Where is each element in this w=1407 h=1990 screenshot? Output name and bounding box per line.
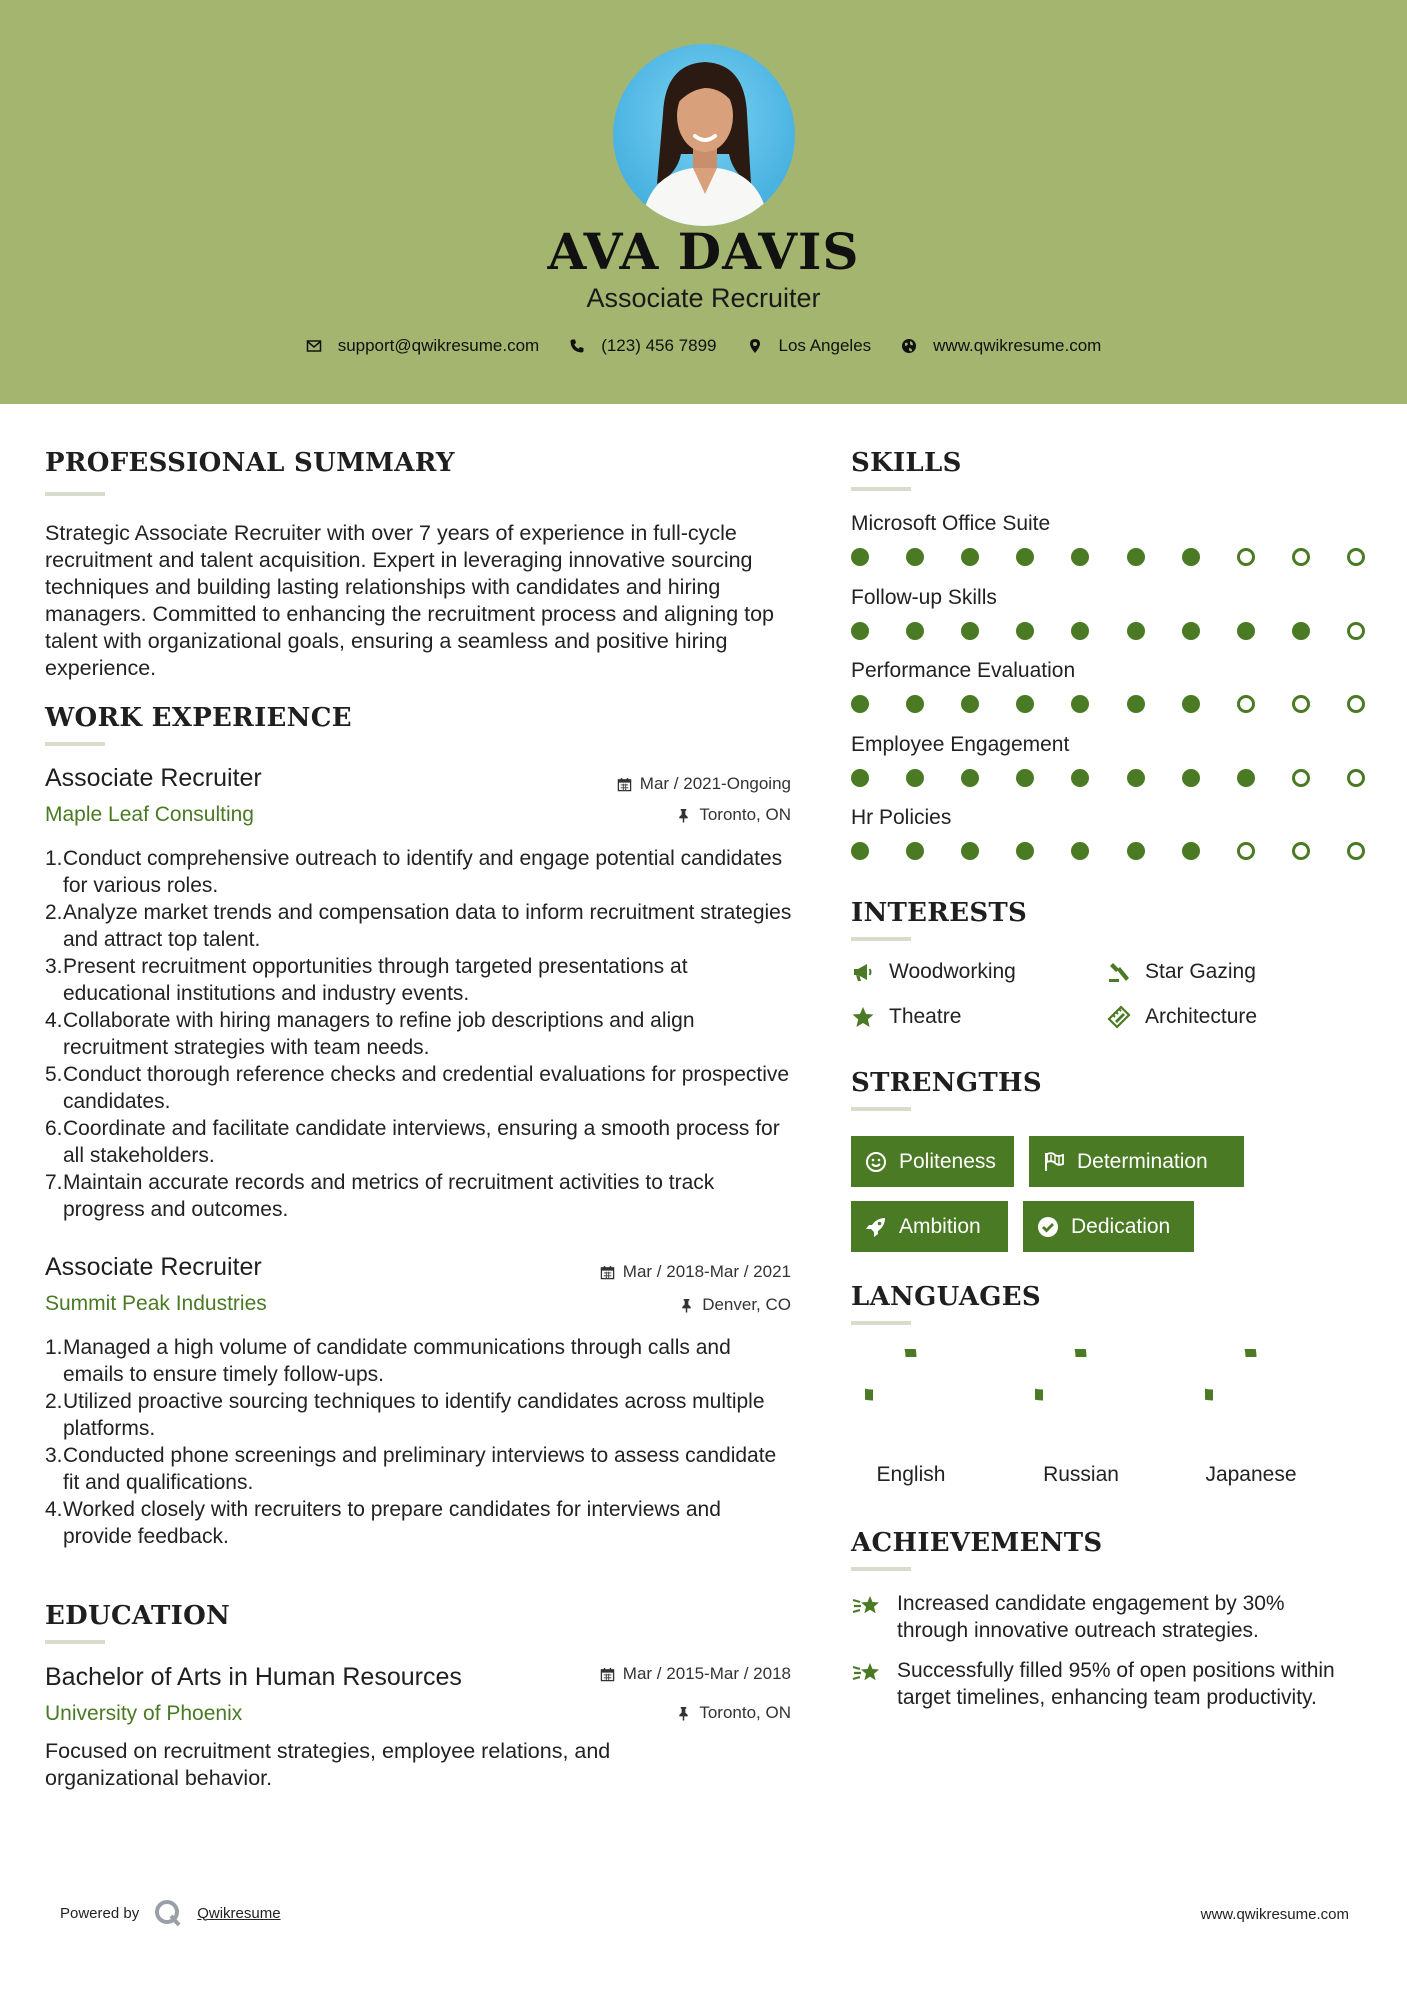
job-dates-text: Mar / 2018-Mar / 2021 bbox=[622, 1262, 791, 1281]
achievement-item bbox=[851, 1590, 1351, 1644]
list-item: 2. Analyze market trends and compensation data to inform recruitment strategies and attract top talent. bbox=[45, 901, 792, 951]
list-item: 2. Utilized proactive sourcing techniques to identify candidates across multiple platforms. bbox=[45, 1390, 765, 1440]
profile-photo bbox=[613, 44, 795, 226]
rating-dot-filled bbox=[1016, 769, 1034, 787]
skill-rating bbox=[851, 769, 1365, 787]
check-circle-icon bbox=[1037, 1216, 1059, 1238]
skill-name: Microsoft Office Suite bbox=[851, 512, 1051, 535]
degree-title: Bachelor of Arts in Human Resources bbox=[45, 1663, 462, 1691]
skill-rating bbox=[851, 695, 1365, 713]
strength-label: Politeness bbox=[899, 1149, 996, 1173]
job-location-text: Toronto, ON bbox=[699, 805, 791, 824]
footer-powered-by bbox=[60, 1898, 281, 1928]
rating-dot-empty bbox=[1292, 695, 1310, 713]
school-name: University of Phoenix bbox=[45, 1702, 243, 1725]
job-location-text: Denver, CO bbox=[702, 1295, 791, 1314]
rating-dot-empty bbox=[1292, 548, 1310, 566]
rating-dot-empty bbox=[1292, 842, 1310, 860]
skill-row bbox=[851, 512, 1371, 586]
rating-dot-filled bbox=[1182, 695, 1200, 713]
rating-dot-empty bbox=[1237, 548, 1255, 566]
language-item bbox=[1181, 1349, 1321, 1487]
company-name: Summit Peak Industries bbox=[45, 1292, 267, 1315]
skill-row bbox=[851, 659, 1371, 733]
achievements-title: ACHIEVEMENTS bbox=[851, 1528, 1103, 1558]
summary-section bbox=[45, 448, 791, 682]
resume-header bbox=[0, 0, 1407, 404]
brand-link[interactable]: Qwikresume bbox=[197, 1904, 281, 1922]
duty-text: Managed a high volume of candidate communications through calls and emails to ensure timely follow-ups. bbox=[63, 1336, 731, 1386]
duty-text: Present recruitment opportunities through targeted presentations at educational institutions and industry events. bbox=[63, 955, 688, 1005]
list-item: 3. Conducted phone screenings and preliminary interviews to assess candidate fit and qualifications. bbox=[45, 1444, 777, 1494]
job-duties-list bbox=[45, 1334, 795, 1550]
rating-dot-empty bbox=[1237, 695, 1255, 713]
rating-dot-filled bbox=[906, 548, 924, 566]
achievement-text: Increased candidate engagement by 30% through innovative outreach strategies. bbox=[897, 1592, 1285, 1642]
contact-website-text: www.qwikresume.com bbox=[933, 336, 1102, 355]
list-item: 1. Conduct comprehensive outreach to identify and engage potential candidates for various roles. bbox=[45, 847, 783, 897]
language-progress-ring bbox=[865, 1349, 957, 1441]
interest-label: Woodworking bbox=[889, 960, 1016, 983]
rating-dot-filled bbox=[961, 622, 979, 640]
strength-label: Ambition bbox=[899, 1214, 981, 1238]
interest-label: Architecture bbox=[1145, 1005, 1258, 1028]
rating-dot-filled bbox=[1127, 769, 1145, 787]
skill-rating bbox=[851, 548, 1365, 566]
ruler-pencil-icon bbox=[1107, 1005, 1131, 1029]
skill-name: Follow-up Skills bbox=[851, 585, 997, 609]
rating-dot-filled bbox=[1127, 842, 1145, 860]
rating-dot-empty bbox=[1347, 842, 1365, 860]
rating-dot-filled bbox=[1016, 622, 1034, 640]
pushpin-icon bbox=[676, 808, 691, 823]
contact-email-text: support@qwikresume.com bbox=[337, 336, 540, 355]
rating-dot-filled bbox=[851, 695, 869, 713]
skill-rating bbox=[851, 842, 1365, 860]
left-column bbox=[45, 448, 791, 682]
rating-dot-empty bbox=[1347, 769, 1365, 787]
language-item bbox=[1011, 1349, 1151, 1487]
rating-dot-empty bbox=[1347, 695, 1365, 713]
rocket-icon bbox=[865, 1216, 887, 1238]
job-dates-text: Mar / 2021-Ongoing bbox=[639, 774, 791, 793]
skill-row bbox=[851, 733, 1371, 807]
section-divider bbox=[851, 1107, 911, 1111]
powered-by-label: Powered by bbox=[60, 1904, 140, 1922]
star-icon bbox=[851, 1005, 875, 1029]
rating-dot-filled bbox=[851, 622, 869, 640]
megaphone-icon bbox=[851, 960, 875, 984]
education-location-text: Toronto, ON bbox=[699, 1703, 791, 1722]
envelope-icon bbox=[306, 338, 322, 354]
skill-rating bbox=[851, 622, 1365, 640]
language-progress-ring bbox=[1035, 1349, 1127, 1441]
interest-item bbox=[1107, 1005, 1257, 1029]
section-divider bbox=[45, 492, 105, 496]
rating-dot-filled bbox=[906, 769, 924, 787]
list-item: 4. Worked closely with recruiters to prepare candidates for interviews and provide feedback. bbox=[45, 1498, 721, 1548]
interest-item bbox=[851, 960, 1016, 984]
duty-text: Collaborate with hiring managers to refine job descriptions and align recruitment strategies with team needs. bbox=[63, 1009, 695, 1059]
list-item: 6. Coordinate and facilitate candidate interviews, ensuring a smooth process for all stakeholders. bbox=[45, 1117, 780, 1167]
duty-text: Coordinate and facilitate candidate interviews, ensuring a smooth process for all stakeholders. bbox=[63, 1117, 780, 1167]
candidate-name: AVA DAVIS bbox=[547, 222, 860, 281]
language-progress-arc bbox=[1205, 1349, 1251, 1395]
education-location bbox=[500, 1703, 791, 1723]
contact-bar bbox=[0, 336, 1407, 356]
calendar-icon bbox=[600, 1265, 615, 1280]
pushpin-icon bbox=[676, 1706, 691, 1721]
contact-phone-text: (123) 456 7899 bbox=[601, 336, 717, 355]
list-item: 3. Present recruitment opportunities through targeted presentations at educational institutions and industry events. bbox=[45, 955, 688, 1005]
education-title: EDUCATION bbox=[45, 1601, 231, 1631]
rating-dot-filled bbox=[906, 622, 924, 640]
language-item bbox=[841, 1349, 981, 1487]
section-divider bbox=[851, 487, 911, 491]
skills-title: SKILLS bbox=[851, 448, 962, 478]
experience-title: WORK EXPERIENCE bbox=[45, 703, 352, 733]
rating-dot-filled bbox=[1182, 622, 1200, 640]
rating-dot-filled bbox=[1182, 842, 1200, 860]
strength-badge bbox=[1029, 1136, 1244, 1187]
rating-dot-empty bbox=[1347, 622, 1365, 640]
rating-dot-filled bbox=[961, 842, 979, 860]
rating-dot-filled bbox=[1016, 842, 1034, 860]
interest-label: Star Gazing bbox=[1145, 960, 1256, 983]
rating-dot-filled bbox=[851, 769, 869, 787]
gavel-icon bbox=[1107, 960, 1131, 984]
strength-badge bbox=[851, 1136, 1014, 1187]
strength-badge bbox=[1023, 1201, 1194, 1252]
interests-title: INTERESTS bbox=[851, 898, 1028, 928]
job-dates bbox=[500, 774, 791, 794]
flag-icon bbox=[1043, 1151, 1065, 1173]
job-dates bbox=[500, 1262, 791, 1282]
rating-dot-empty bbox=[1292, 769, 1310, 787]
language-name: Japanese bbox=[1205, 1463, 1297, 1486]
rating-dot-filled bbox=[1182, 548, 1200, 566]
job-title: Associate Recruiter bbox=[45, 1253, 262, 1281]
contact-website[interactable] bbox=[901, 336, 1101, 356]
skills-list bbox=[851, 512, 1371, 880]
list-item: 7. Maintain accurate records and metrics of recruitment activities to track progress and outcomes. bbox=[45, 1171, 715, 1221]
rating-dot-filled bbox=[851, 548, 869, 566]
interest-label: Theatre bbox=[889, 1005, 962, 1028]
section-divider bbox=[851, 937, 911, 941]
language-progress-arc bbox=[865, 1349, 911, 1395]
shooting-star-icon bbox=[851, 1657, 883, 1689]
contact-phone[interactable] bbox=[569, 336, 716, 356]
rating-dot-filled bbox=[851, 842, 869, 860]
duty-text: Maintain accurate records and metrics of recruitment activities to track progress and outcomes. bbox=[63, 1171, 715, 1221]
company-name: Maple Leaf Consulting bbox=[45, 803, 254, 826]
calendar-icon bbox=[600, 1667, 615, 1682]
rating-dot-filled bbox=[961, 695, 979, 713]
list-item: 1. Managed a high volume of candidate communications through calls and emails to ensure timely follow-ups. bbox=[45, 1336, 731, 1386]
shooting-star-icon bbox=[851, 1590, 883, 1622]
languages-title: LANGUAGES bbox=[851, 1282, 1041, 1312]
rating-dot-filled bbox=[1016, 548, 1034, 566]
rating-dot-filled bbox=[1071, 842, 1089, 860]
duty-text: Conduct comprehensive outreach to identify and engage potential candidates for various roles. bbox=[63, 847, 783, 897]
rating-dot-filled bbox=[961, 548, 979, 566]
skill-name: Performance Evaluation bbox=[851, 659, 1076, 682]
summary-text: Strategic Associate Recruiter with over 7 years of experience in full-cycle recruitment and talent acquisition. Expert in leveraging innovative sourcing techniques and building lasting relationships with candidates and hiring managers. Committed to enhancing the recruitment process and aligning top talent with organizational goals, ensuring a seamless and positive hiring experience. bbox=[45, 521, 775, 680]
calendar-icon bbox=[617, 777, 632, 792]
skill-name: Employee Engagement bbox=[851, 732, 1070, 756]
globe-icon bbox=[901, 338, 917, 354]
rating-dot-filled bbox=[961, 769, 979, 787]
list-item: 4. Collaborate with hiring managers to refine job descriptions and align recruitment strategies with team needs. bbox=[45, 1009, 695, 1059]
job-location bbox=[500, 1295, 791, 1315]
candidate-role: Associate Recruiter bbox=[586, 283, 821, 313]
strengths-title: STRENGTHS bbox=[851, 1068, 1042, 1098]
list-item: 5. Conduct thorough reference checks and credential evaluations for prospective candidates. bbox=[45, 1063, 790, 1113]
qwikresume-logo-icon bbox=[153, 1898, 183, 1928]
rating-dot-empty bbox=[1347, 548, 1365, 566]
language-name: Russian bbox=[1043, 1463, 1119, 1486]
job-title: Associate Recruiter bbox=[45, 764, 262, 792]
contact-location bbox=[747, 336, 872, 356]
skill-name: Hr Policies bbox=[851, 806, 952, 829]
strength-badge bbox=[851, 1201, 1008, 1252]
contact-email[interactable] bbox=[306, 336, 540, 356]
rating-dot-filled bbox=[1127, 695, 1145, 713]
language-progress-arc bbox=[1035, 1349, 1081, 1395]
rating-dot-filled bbox=[1127, 548, 1145, 566]
phone-icon bbox=[569, 338, 585, 354]
strength-label: Determination bbox=[1077, 1149, 1208, 1173]
section-divider bbox=[45, 1640, 105, 1644]
footer-website[interactable]: www.qwikresume.com bbox=[1200, 1906, 1349, 1923]
rating-dot-filled bbox=[1292, 622, 1310, 640]
skill-row bbox=[851, 586, 1371, 660]
section-divider bbox=[851, 1321, 911, 1325]
rating-dot-filled bbox=[1071, 548, 1089, 566]
section-divider bbox=[45, 742, 105, 746]
rating-dot-filled bbox=[1071, 769, 1089, 787]
skill-row bbox=[851, 806, 1371, 880]
rating-dot-filled bbox=[906, 695, 924, 713]
duty-text: Conduct thorough reference checks and credential evaluations for prospective candidates. bbox=[63, 1063, 790, 1113]
rating-dot-filled bbox=[1127, 622, 1145, 640]
duty-text: Worked closely with recruiters to prepare candidates for interviews and provide feedback. bbox=[63, 1498, 721, 1548]
duty-text: Utilized proactive sourcing techniques to identify candidates across multiple platforms. bbox=[63, 1390, 765, 1440]
pushpin-icon bbox=[679, 1298, 694, 1313]
rating-dot-filled bbox=[1237, 769, 1255, 787]
rating-dot-filled bbox=[1237, 622, 1255, 640]
rating-dot-filled bbox=[1016, 695, 1034, 713]
education-dates bbox=[500, 1664, 791, 1684]
job-location bbox=[500, 805, 791, 825]
summary-title: PROFESSIONAL SUMMARY bbox=[45, 448, 455, 478]
duty-text: Analyze market trends and compensation data to inform recruitment strategies and attract top talent. bbox=[63, 901, 792, 951]
strength-label: Dedication bbox=[1071, 1214, 1171, 1238]
education-description: Focused on recruitment strategies, employee relations, and organizational behavior. bbox=[45, 1739, 611, 1790]
achievement-item bbox=[851, 1657, 1351, 1711]
interest-item bbox=[851, 1005, 961, 1029]
location-pin-icon bbox=[747, 338, 763, 354]
rating-dot-filled bbox=[906, 842, 924, 860]
rating-dot-filled bbox=[1071, 695, 1089, 713]
rating-dot-filled bbox=[1071, 622, 1089, 640]
language-name: English bbox=[876, 1463, 946, 1486]
section-divider bbox=[851, 1567, 911, 1571]
interest-item bbox=[1107, 960, 1256, 984]
contact-location-text: Los Angeles bbox=[778, 336, 872, 355]
duty-text: Conducted phone screenings and preliminary interviews to assess candidate fit and qualifications. bbox=[63, 1444, 777, 1494]
job-duties-list bbox=[45, 845, 795, 1223]
person-photo-icon bbox=[613, 44, 795, 226]
smile-icon bbox=[865, 1151, 887, 1173]
rating-dot-filled bbox=[1182, 769, 1200, 787]
rating-dot-empty bbox=[1237, 842, 1255, 860]
achievement-text: Successfully filled 95% of open positions within target timelines, enhancing team productivity. bbox=[897, 1659, 1335, 1709]
language-progress-ring bbox=[1205, 1349, 1297, 1441]
education-dates-text: Mar / 2015-Mar / 2018 bbox=[622, 1664, 791, 1683]
